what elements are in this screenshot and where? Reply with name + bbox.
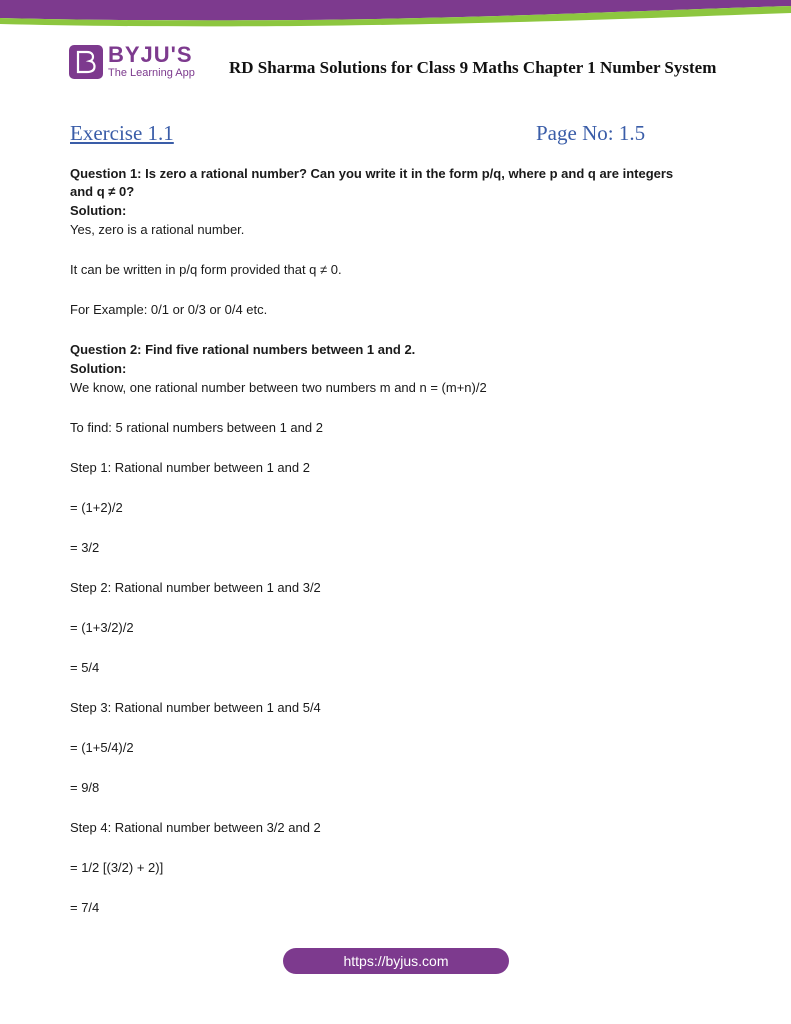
answer-line: = (1+3/2)/2 [70, 620, 134, 635]
answer-line: Step 1: Rational number between 1 and 2 [70, 460, 310, 475]
answer-line: = 3/2 [70, 540, 100, 555]
document-title: RD Sharma Solutions for Class 9 Maths Chapter 1 Number System [229, 58, 717, 77]
answer-line: Step 2: Rational number between 1 and 3/2 [70, 580, 321, 595]
page-number: Page No: 1.5 [536, 121, 646, 145]
question-2-text: Question 2: Find five rational numbers between 1 and 2. [70, 342, 416, 357]
answer-line: Yes, zero is a rational number. [70, 222, 245, 237]
solution-2-label: Solution: [70, 361, 127, 376]
header-swoosh [0, 0, 791, 30]
logo-tagline: The Learning App [108, 67, 195, 79]
solution-1-label: Solution: [70, 203, 127, 218]
answer-line: = 9/8 [70, 780, 100, 795]
answer-line: Step 4: Rational number between 3/2 and 2 [70, 820, 321, 835]
answer-line: = 1/2 [(3/2) + 2)] [70, 860, 164, 875]
answer-line: For Example: 0/1 or 0/3 or 0/4 etc. [70, 302, 268, 317]
byjus-logo [69, 42, 195, 80]
footer-url-link[interactable]: https://byjus.com [283, 948, 509, 974]
answer-line: = (1+5/4)/2 [70, 740, 134, 755]
answer-line: Step 3: Rational number between 1 and 5/4 [70, 700, 321, 715]
question-1-text-cont: and q ≠ 0? [70, 184, 135, 199]
answer-line: It can be written in p/q form provided that q ≠ 0. [70, 262, 342, 277]
answer-line: = 5/4 [70, 660, 100, 675]
exercise-label: Exercise 1.1 [70, 121, 174, 145]
answer-line: = (1+2)/2 [70, 500, 123, 515]
question-1-text: Question 1: Is zero a rational number? Can you write it in the form p/q, where p and q are integers [70, 166, 674, 181]
answer-line: We know, one rational number between two numbers m and n = (m+n)/2 [70, 380, 487, 395]
answer-line: To find: 5 rational numbers between 1 and 2 [70, 420, 323, 435]
logo-badge-icon [69, 45, 103, 79]
answer-line: = 7/4 [70, 900, 100, 915]
logo-brand: BYJU'S [108, 42, 193, 67]
